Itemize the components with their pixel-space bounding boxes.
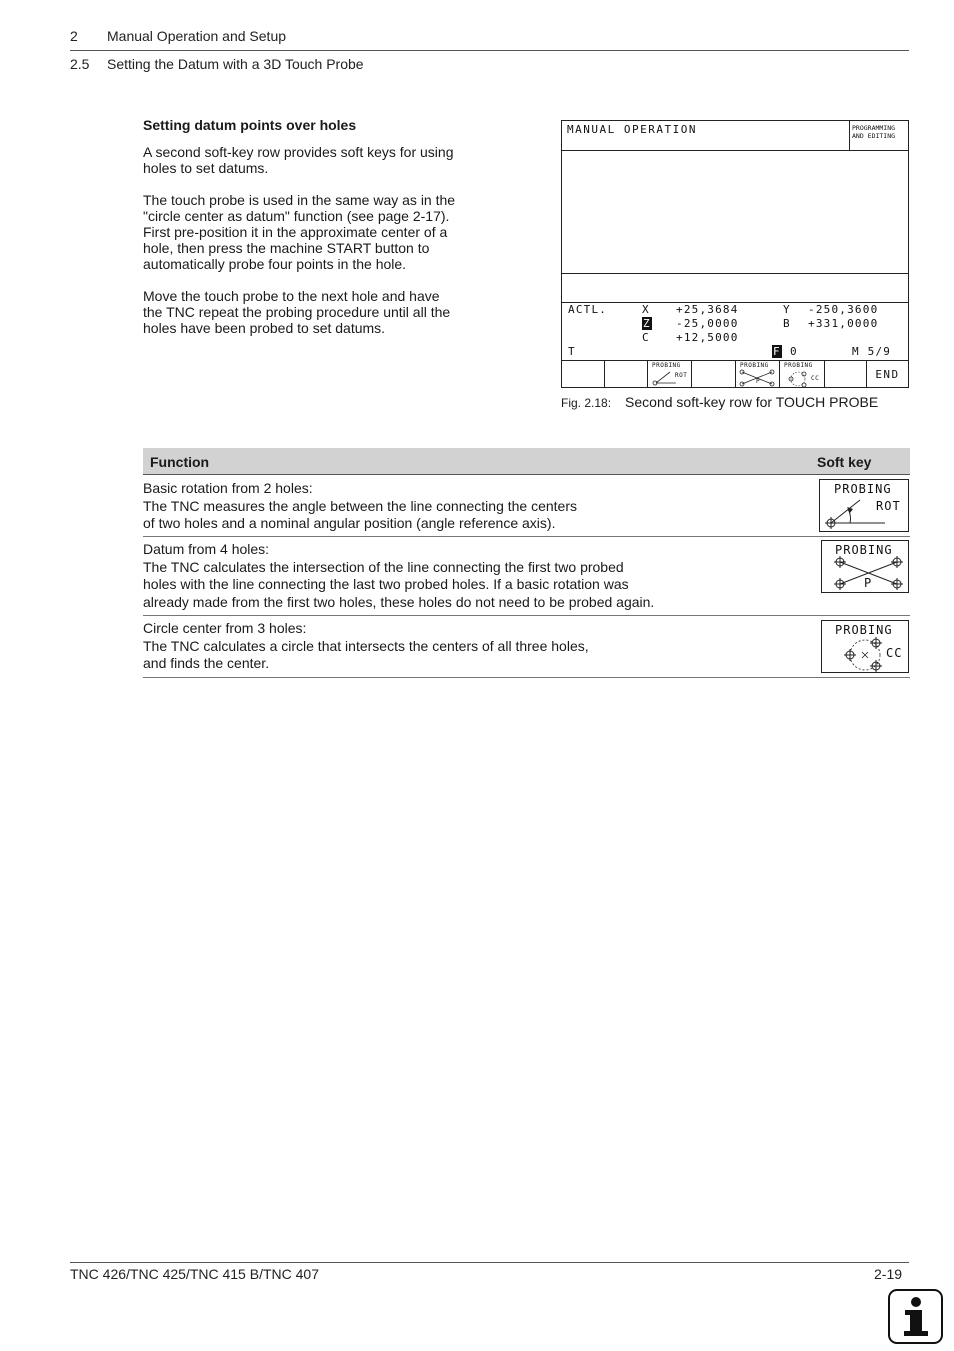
softkey-sub-label: ROT bbox=[675, 372, 688, 379]
chapter-number: 2 bbox=[70, 28, 78, 44]
figure-caption-text: Second soft-key row for TOUCH PROBE bbox=[625, 394, 879, 410]
softkey-top-label: PROBING bbox=[834, 482, 892, 496]
column-header-softkey: Soft key bbox=[817, 454, 872, 470]
softkey-label: PROBING bbox=[652, 362, 681, 369]
softkey-probing-cc-button[interactable] bbox=[821, 620, 909, 673]
paragraph-line: A second soft-key row provides soft keys for using bbox=[143, 144, 454, 160]
softkey-probing-p[interactable] bbox=[736, 361, 780, 388]
axis-y-value: -250,3600 bbox=[808, 303, 879, 316]
axis-b-value: +331,0000 bbox=[808, 317, 879, 330]
softkey-end[interactable] bbox=[867, 361, 908, 388]
row-text-line: of two holes and a nominal angular position (angle reference axis). bbox=[143, 515, 556, 531]
chapter-title: Manual Operation and Setup bbox=[107, 28, 287, 44]
actl-label: ACTL. bbox=[568, 303, 608, 316]
row-text-line: The TNC measures the angle between the line connecting the centers bbox=[143, 497, 577, 514]
section-title: Setting the Datum with a 3D Touch Probe bbox=[107, 56, 364, 72]
prog-line: AND EDITING bbox=[852, 132, 896, 140]
figure-caption bbox=[561, 394, 878, 410]
axis-c-value: +12,5000 bbox=[676, 331, 739, 344]
softkey-label: PROBING bbox=[784, 362, 813, 369]
softkey-sub-label: CC bbox=[811, 375, 820, 382]
softkey-empty[interactable] bbox=[692, 361, 736, 388]
header-rule bbox=[70, 50, 909, 51]
screen-mode-title: MANUAL OPERATION bbox=[567, 123, 697, 136]
paragraph-line: First pre-position it in the approximate center of a bbox=[143, 224, 448, 240]
axis-x-label: X bbox=[642, 303, 650, 316]
softkey-top-label: PROBING bbox=[835, 543, 893, 557]
programming-editing-tab bbox=[849, 121, 909, 150]
softkey-sub-label: P bbox=[756, 378, 761, 385]
paragraph-line: "circle center as datum" function (see page 2-17). bbox=[143, 208, 450, 224]
paragraph-line: The touch probe is used in the same way as in the bbox=[143, 192, 456, 208]
section-heading: Setting datum points over holes bbox=[143, 117, 357, 133]
paragraph-line: the TNC repeat the probing procedure until all the bbox=[143, 304, 451, 320]
softkey-probing-cc[interactable] bbox=[780, 361, 825, 388]
softkey-top-label: PROBING bbox=[835, 623, 893, 637]
tnc-screen bbox=[561, 120, 909, 388]
row-text-line: Circle center from 3 holes: bbox=[143, 620, 307, 636]
softkey-empty[interactable] bbox=[825, 361, 867, 388]
softkey-label: PROBING bbox=[740, 362, 769, 369]
status-feed-value: 0 bbox=[790, 345, 798, 358]
paragraph-line: Move the touch probe to the next hole and have bbox=[143, 288, 440, 304]
status-feed-label bbox=[772, 345, 782, 358]
prog-line: PROGRAMMING bbox=[852, 124, 896, 132]
info-icon bbox=[888, 1289, 943, 1344]
softkey-probing-rot[interactable] bbox=[648, 361, 692, 388]
axis-z-value: -25,0000 bbox=[676, 317, 739, 330]
paragraph-line: holes to set datums. bbox=[143, 160, 269, 176]
row-text-line: and finds the center. bbox=[143, 655, 270, 671]
axis-b-label: B bbox=[783, 317, 791, 330]
table-header bbox=[143, 448, 910, 475]
paragraph-line: hole, then press the machine START button to bbox=[143, 240, 430, 256]
info-glyph bbox=[890, 1291, 941, 1342]
paragraph-line: holes have been probed to set datums. bbox=[143, 320, 386, 336]
axis-z-highlight: Z bbox=[643, 317, 651, 330]
row-divider bbox=[143, 615, 910, 616]
status-m-function: M 5/9 bbox=[852, 345, 892, 358]
softkey-bottom-label: ROT bbox=[876, 499, 901, 513]
status-tool: T bbox=[568, 345, 576, 358]
softkey-end-label: END bbox=[875, 368, 900, 381]
row-divider bbox=[143, 536, 910, 537]
screen-divider bbox=[562, 150, 908, 151]
paragraph-2 bbox=[143, 192, 473, 272]
row-text-line: Basic rotation from 2 holes: bbox=[143, 480, 313, 496]
table-row bbox=[143, 620, 589, 673]
axis-z-label bbox=[642, 317, 652, 330]
softkey-empty[interactable] bbox=[562, 361, 605, 388]
figure-number: Fig. 2.18: bbox=[561, 396, 612, 410]
axis-c-label: C bbox=[642, 331, 650, 344]
feed-highlight: F bbox=[773, 345, 781, 358]
row-text-line: Datum from 4 holes: bbox=[143, 541, 270, 557]
section-number: 2.5 bbox=[70, 56, 90, 72]
row-divider bbox=[143, 677, 910, 678]
table-row bbox=[143, 480, 577, 533]
footer-models: TNC 426/TNC 425/TNC 415 B/TNC 407 bbox=[70, 1266, 319, 1282]
row-text-line: The TNC calculates the intersection of the line connecting the first two probed bbox=[143, 558, 624, 575]
paragraph-3 bbox=[143, 288, 473, 336]
softkey-bottom-label: P bbox=[864, 576, 873, 590]
footer-rule bbox=[70, 1262, 909, 1263]
softkey-empty[interactable] bbox=[605, 361, 648, 388]
row-text-line: holes with the line connecting the last two probed holes. If a basic rotation was bbox=[143, 576, 629, 592]
page-number: 2-19 bbox=[874, 1266, 903, 1282]
softkey-probing-rot-button[interactable] bbox=[819, 479, 909, 532]
axis-x-value: +25,3684 bbox=[676, 303, 739, 316]
table-row bbox=[143, 541, 654, 611]
paragraph-1 bbox=[143, 144, 473, 176]
row-text-line: The TNC calculates a circle that intersects the centers of all three holes, bbox=[143, 637, 589, 654]
row-text-line: already made from the first two holes, these holes do not need to be probed again. bbox=[143, 593, 655, 610]
column-header-function: Function bbox=[150, 454, 210, 470]
softkey-bottom-label: CC bbox=[886, 646, 903, 660]
screen-divider bbox=[562, 273, 908, 274]
softkey-row bbox=[562, 360, 908, 388]
paragraph-line: automatically probe four points in the hole. bbox=[143, 256, 407, 272]
axis-y-label: Y bbox=[783, 303, 791, 316]
softkey-probing-p-button[interactable] bbox=[821, 540, 909, 593]
